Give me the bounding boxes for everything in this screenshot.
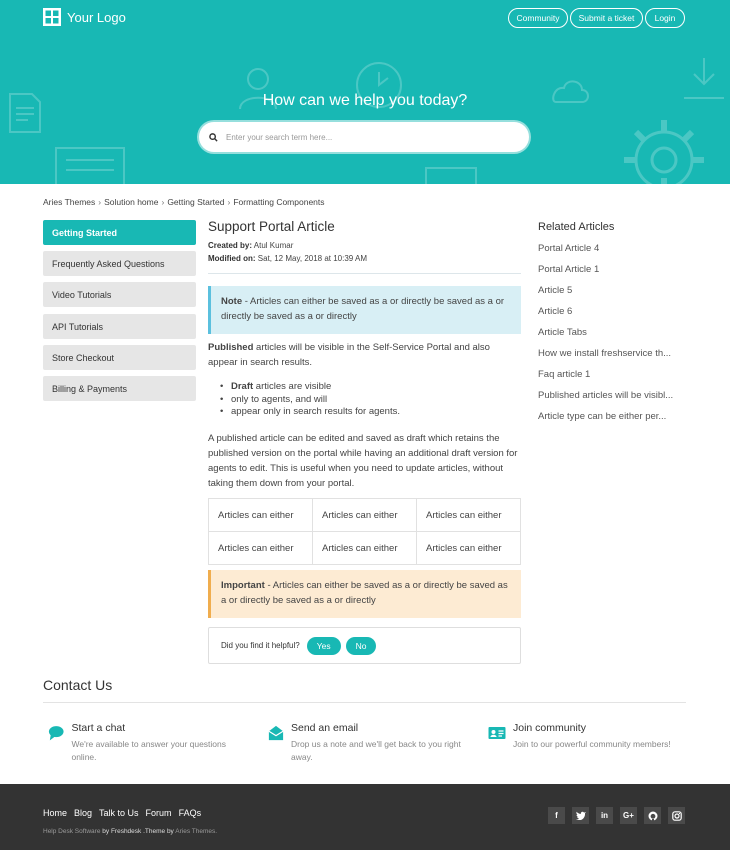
related-article-link[interactable]: How we install freshservice th... [538,348,672,359]
note-callout [208,286,521,334]
table-cell: Articles can either [417,499,521,532]
modified-date: Sat, 12 May, 2018 at 10:39 AM [257,254,368,263]
community-button[interactable]: Community [508,8,568,28]
breadcrumb [43,197,325,207]
related-article-link[interactable]: Published articles will be visibl... [538,390,674,401]
author-name: Atul Kumar [253,241,294,250]
contact-community-title: Join community [513,722,586,734]
table-cell: Articles can either [313,499,417,532]
article-author [208,241,293,250]
linkedin-icon[interactable]: in [596,807,613,824]
chat-deco-icon [54,146,126,184]
footer-link-forum[interactable]: Forum [145,808,172,818]
logo-text: Your Logo [67,9,126,25]
sidebar-item-store-checkout[interactable]: Store Checkout [43,345,196,370]
contact-email-title: Send an email [290,722,359,734]
list-item: • appear only in search results for agents. [220,406,400,419]
table-cell: Articles can either [313,532,417,565]
table-row [209,499,521,532]
footer-credit [43,828,217,835]
divider [43,702,686,703]
chat-icon [48,724,64,742]
twitter-bird-icon [576,811,586,820]
table-cell: Articles can either [209,499,313,532]
twitter-icon[interactable] [572,807,589,824]
related-article-link[interactable]: Article 5 [538,285,573,296]
submit-ticket-button[interactable]: Submit a ticket [570,8,643,28]
hero-title: How can we help you today? [262,92,468,109]
hero-banner [0,0,730,184]
search-placeholder: Enter your search term here... [226,132,333,142]
bullet-text: articles are visible [253,381,332,392]
article-title: Support Portal Article [208,219,335,234]
related-article-link[interactable]: Article type can be either per... [538,411,667,422]
github-icon[interactable] [644,807,661,824]
logo[interactable] [43,8,126,26]
breadcrumb-separator: › [227,197,231,207]
email-icon [268,724,284,742]
contact-chat-desc: We're available to answer your questions online. [71,739,227,762]
github-cat-icon [648,811,658,821]
related-article-link[interactable]: Faq article 1 [538,369,591,380]
id-card-icon [488,724,506,742]
related-article-link[interactable]: Portal Article 4 [538,243,600,254]
search-icon [209,133,218,142]
aries-link[interactable]: Aries Themes [175,828,216,835]
freshdesk-link[interactable]: Freshdesk [110,828,142,835]
yes-button[interactable]: Yes [307,637,341,655]
created-by-label: Created by: [208,241,253,250]
published-paragraph [208,340,521,370]
table-row [209,532,521,565]
sidebar-item-video-tutorials[interactable]: Video Tutorials [43,282,196,307]
credit-dot: . [215,828,218,835]
contact-community-desc: Join to our powerful community members! [513,739,671,749]
contact-email[interactable] [268,722,463,763]
published-label: Published [208,342,254,353]
list-item: • only to agents, and will [220,394,400,407]
credit-by: by [100,828,111,835]
table-cell: Articles can either [417,532,521,565]
note-text: - Articles can either be saved as a or directly be saved as a or directly be saved as a or directly [221,296,505,322]
related-article-link[interactable]: Article 6 [538,306,573,317]
footer-link-talk-to-us[interactable]: Talk to Us [99,808,139,818]
contact-community[interactable] [488,722,686,751]
published-text: articles will be visible in the Self-Service Portal and also appear in search results. [208,342,490,368]
sidebar-item-getting-started[interactable]: Getting Started [43,220,196,245]
contact-email-desc: Drop us a note and we'll get back to you right away. [290,739,461,762]
related-article-link[interactable]: Article Tabs [538,327,587,338]
feedback-box [208,627,521,664]
list-item [220,381,400,394]
logo-icon [43,8,61,26]
draft-paragraph: A published article can be edited and saved as draft which retains the published version on the portal while having an additional draft version for agents to edit. This is useful when you need to update articles, without taking them down from your portal. [208,433,518,489]
breadcrumb-current[interactable]: Formatting Components [233,197,325,207]
google-plus-icon[interactable]: G+ [620,807,637,824]
contact-title: Contact Us [43,677,113,693]
breadcrumb-separator: › [98,197,102,207]
article-bullets [220,381,400,419]
sidebar-item-api-tutorials[interactable]: API Tutorials [43,314,196,339]
bullet-bold: Draft [231,381,254,392]
table-cell: Articles can either [209,532,313,565]
important-text: - Articles can either be saved as a or directly be saved as a or directly be saved as a or directly [221,580,508,606]
login-button[interactable]: Login [645,8,685,28]
footer-links [43,808,201,818]
browser-deco-icon [424,166,478,184]
article-modified [208,254,367,263]
breadcrumb-link[interactable]: Solution home [104,197,159,207]
sidebar-item-faq[interactable]: Frequently Asked Questions [43,251,196,276]
no-button[interactable]: No [346,637,377,655]
footer-link-faqs[interactable]: FAQs [178,808,202,818]
related-article-link[interactable]: Portal Article 1 [538,264,600,275]
important-callout [208,570,521,618]
facebook-icon[interactable]: f [548,807,565,824]
footer-link-blog[interactable]: Blog [74,808,93,818]
breadcrumb-link[interactable]: Aries Themes [43,197,96,207]
sidebar-item-billing-payments[interactable]: Billing & Payments [43,376,196,401]
gear-deco-icon [622,118,706,184]
help-desk-link[interactable]: Help Desk Software [43,828,101,835]
instagram-camera-icon [672,811,682,821]
divider [208,273,521,274]
breadcrumb-link[interactable]: Getting Started [167,197,225,207]
footer-link-home[interactable]: Home [43,808,68,818]
feedback-question: Did you find it helpful? [221,641,300,650]
contact-chat-title: Start a chat [71,722,126,734]
breadcrumb-separator: › [161,197,165,207]
instagram-icon[interactable] [668,807,685,824]
contact-chat[interactable] [48,722,238,763]
related-articles-title: Related Articles [538,221,615,233]
modified-on-label: Modified on: [208,254,256,263]
note-label: Note [221,296,243,307]
important-label: Important [221,580,265,591]
article-table [208,498,521,565]
search-input[interactable] [199,122,529,152]
credit-theme: .Theme by [141,828,176,835]
